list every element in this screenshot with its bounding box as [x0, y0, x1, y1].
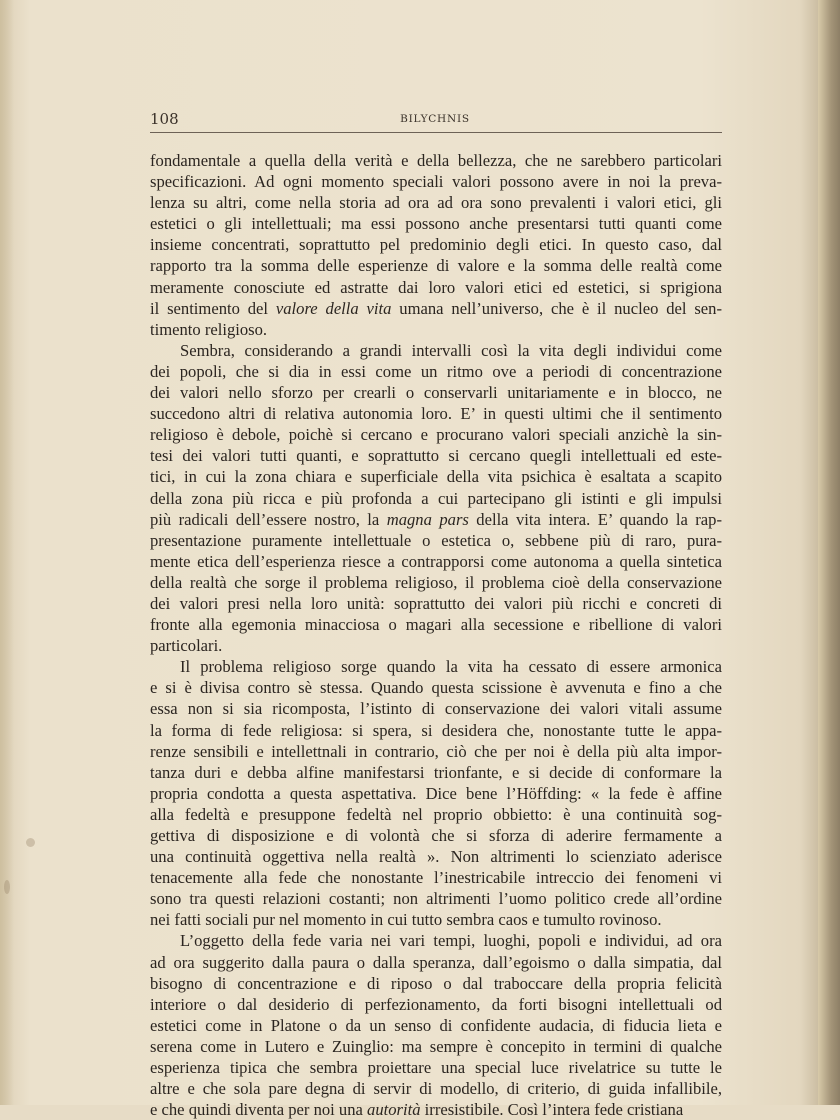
text-line: della realtà che sorge il problema religioso, il problema cioè della conservazione	[150, 572, 722, 592]
text-line: presentazione puramente intellettuale o estetica o, sebbene più di raro, pura-	[150, 530, 722, 550]
text-line: L’oggetto della fede varia nei vari tempi, luoghi, popoli e individui, ad ora	[180, 931, 722, 951]
header-rule	[150, 132, 722, 133]
text-line: e si è divisa contro sè stessa. Quando questa scissione è avvenuta e fino a che	[150, 678, 722, 698]
text-line: essa non si sia ricomposta, l’istinto di conservazione dei valori vitali assume	[150, 699, 722, 719]
text-line: timento religioso.	[150, 319, 268, 339]
text-line: la forma di fede religiosa: si spera, si desidera che, nonostante tutte le appa-	[150, 720, 722, 740]
text-line: interiore o dal desiderio di perfezionamento, da forti bisogni intellettuali od	[150, 994, 722, 1014]
body-text	[150, 150, 722, 1120]
text-line: insieme concentrati, soprattutto pel predominio degli etici. In questo caso, dal	[150, 235, 722, 255]
text-line: lenza su altri, come nella storia ad ora ad ora sono prevalenti i valori etici, gli	[150, 193, 722, 213]
text-line: tenacemente alla fede che nonostante l’inestricabile intreccio dei fenomeni vi	[150, 868, 722, 888]
text-line: religioso è debole, poichè si cercano e procurano valori speciali anzichè la sin-	[150, 425, 722, 445]
text-line: dei valori presi nella loro unità: soprattutto dei valori più ricchi e concreti di	[150, 593, 722, 613]
text-line: succedono altri di relativa autonomia loro. E’ in questi ultimi che il sentimento	[150, 404, 722, 424]
text-line: Sembra, considerando a grandi intervalli così la vita degli individui come	[180, 340, 722, 360]
text-line: estetici come in Platone o da un senso di confidente audacia, di fiducia lieta e	[150, 1015, 722, 1035]
text-line: particolari.	[150, 636, 223, 656]
text-line: tesi dei valori tutti quanti, e soprattutto si cercano quegli intellettuali ed este-	[150, 446, 722, 466]
text-line: ad ora suggerito dalla paura o dalla speranza, dall’egoismo o dalla simpatia, dal	[150, 952, 722, 972]
page-number: 108	[150, 110, 179, 128]
text-line: meramente conosciute ed astratte dai loro valori etici ed estetici, si sprigiona	[150, 277, 722, 297]
text-line: rapporto tra la somma delle esperienze di valore e la somma delle realtà come	[150, 256, 722, 276]
text-line: il sentimento del valore della vita umana nell’universo, che è il nucleo del sen-	[150, 298, 722, 318]
text-line: mente etica dell’esperienza riesce a contrapporsi come autonoma a quella sintetica	[150, 551, 722, 571]
text-line: nei fatti sociali pur nel momento in cui tutto sembra caos e tumulto rovinoso.	[150, 910, 662, 930]
text-line: specificazioni. Ad ogni momento speciali valori possono avere in noi la preva-	[150, 172, 722, 192]
text-line: propria condotta a questa aspettativa. Dice bene l’Höffding: « la fede è affine	[150, 783, 722, 803]
text-line: renze sensibili e intellettnali in contrario, ciò che per noi è della più alta impor-	[150, 741, 722, 761]
book-spine	[818, 0, 840, 1105]
text-line: Il problema religioso sorge quando la vita ha cessato di essere armonica	[180, 657, 722, 677]
text-line: dei popoli, che si dia in essi come un ritmo ove a periodi di concentrazione	[150, 361, 722, 381]
paragraph	[150, 656, 722, 930]
page-left-edge	[0, 0, 14, 1105]
text-line: serena come in Lutero e Zuinglio: ma sempre è concepito in termini di qualche	[150, 1036, 722, 1056]
text-line: alla fedeltà e presuppone fedeltà nel proprio obbietto: è una continuità sog-	[150, 804, 722, 824]
text-line: tici, in cui la zona chiara e superficiale della vita psichica è esaltata a scapito	[150, 467, 722, 487]
text-line: una continuità oggettiva nella realtà ». Non altrimenti lo scienziato aderisce	[150, 847, 722, 867]
running-head: BILYCHNIS	[400, 113, 470, 125]
text-line: e che quindi diventa per noi una autorità irresistibile. Così l’intera fede cristiana	[150, 1100, 684, 1120]
paper-blemish	[26, 838, 35, 847]
text-line: altre e che sola pare degna di servir di modello, di criterio, di guida infallibile,	[150, 1079, 722, 1099]
text-line: tanza duri e debba alfine manifestarsi trionfante, e si decide di conformare la	[150, 762, 722, 782]
text-line: gettiva di disposizione e di volontà che si sforza di aderire fermamente a	[150, 826, 722, 845]
text-line: esperienza tipica che sembra proiettare una special luce rivelatrice su tutte le	[150, 1058, 722, 1078]
text-line: dei valori nello sforzo per crearli o conservarli unitariamente e in blocco, ne	[150, 383, 722, 403]
paragraph	[150, 150, 722, 340]
text-line: fondamentale a quella della verità e della bellezza, che ne sarebbero particolari	[150, 151, 722, 170]
text-line: estetici o gli intellettuali; ma essi possono anche presentarsi tutti quanti come	[150, 214, 722, 234]
text-line: fronte alla egemonia minacciosa o magari alla secessione e ribellione di valori	[150, 615, 722, 635]
text-line: bisogno di concentrazione e di riposo o dal traboccare della propria felicità	[150, 973, 722, 993]
page-header	[150, 110, 720, 130]
text-line: della zona più ricca e più profonda a cui partecipano gli istinti e gli impulsi	[150, 488, 722, 508]
paper-blemish	[4, 880, 10, 894]
paragraph	[150, 930, 722, 1120]
text-line: più radicali dell’essere nostro, la magna pars della vita intera. E’ quando la rap-	[150, 509, 722, 529]
paragraph	[150, 340, 722, 656]
text-line: sono tra questi relazioni costanti; non altrimenti l’uomo politico crede all’ordine	[150, 889, 722, 909]
